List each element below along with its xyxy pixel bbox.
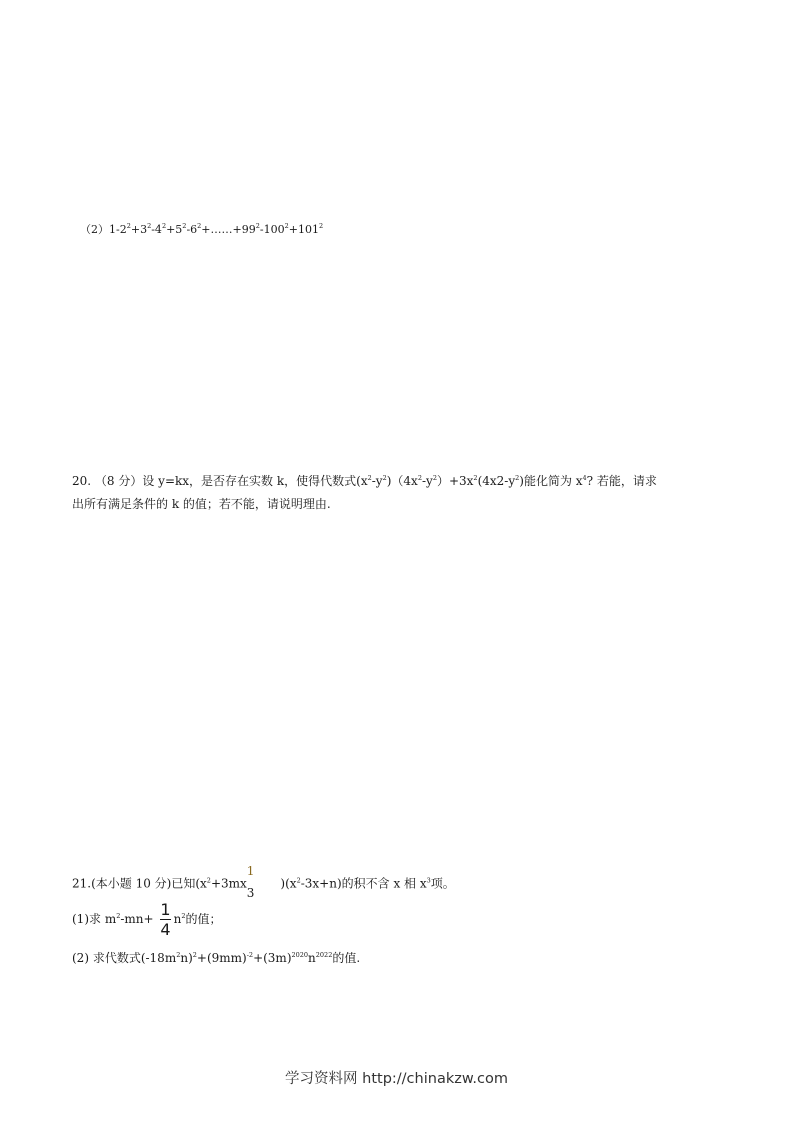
exponent: 2022 (315, 951, 333, 959)
exponent: 2 (318, 222, 324, 230)
text-run: +3mx (210, 876, 247, 891)
term: +101 (288, 223, 319, 236)
exponent: 2 (182, 222, 187, 230)
exponent: 2 (176, 951, 181, 959)
text-run: 项。 (430, 876, 455, 891)
term: +……+99 (201, 223, 256, 236)
text-run: 21.(本小题 10 分)已知(x (72, 876, 207, 891)
exponent: 2 (197, 222, 202, 230)
text-run: (1)求 m (72, 912, 117, 926)
text-run: 的值. (332, 951, 361, 965)
text-run: )能化简为 x (519, 474, 583, 488)
exponent: 2 (206, 876, 211, 885)
text-run: -y (421, 474, 433, 488)
exponent: 3 (426, 876, 431, 885)
exponent: 2 (284, 222, 289, 230)
term: -6 (186, 223, 198, 236)
exponent: 2 (126, 222, 131, 230)
part-label: （2） (80, 223, 109, 236)
exponent: 2 (192, 951, 197, 959)
denominator: 4 (160, 920, 171, 939)
text-run: 的值； (185, 912, 222, 926)
q20-line2: 出所有满足条件的 k 的值；若不能，请说明理由. (72, 497, 331, 511)
text-run: (4x2-y (477, 474, 516, 488)
q21-part2 (72, 950, 360, 966)
numerator: 1 (160, 900, 171, 919)
text-run: （8 分）设 y=kx，是否存在实数 k，使得代数式(x (94, 474, 368, 488)
term: -100 (259, 223, 285, 236)
q21-part1 (72, 896, 221, 942)
term: +3 (130, 223, 148, 236)
exponent: 2 (432, 474, 437, 482)
exponent: 2020 (291, 951, 309, 959)
exponent: 4 (582, 474, 587, 482)
text-run: -y (371, 474, 383, 488)
exponent: 2 (116, 912, 121, 920)
text-run: ）+3x (436, 474, 474, 488)
text-run: -mn+ (120, 912, 154, 926)
exponent: 2 (161, 222, 167, 230)
term: -4 (151, 223, 162, 236)
exponent: 2 (181, 912, 186, 920)
fraction-one-third (247, 860, 255, 904)
text-run: ? 若能，请求 (586, 474, 657, 488)
exponent: 2 (473, 474, 478, 482)
term: +5 (166, 223, 183, 236)
exponent: 2 (147, 222, 152, 230)
exponent: 2 (296, 876, 301, 885)
text-run: )(x (280, 876, 297, 891)
exponent: 2 (382, 474, 387, 482)
fraction-one-quarter (160, 900, 170, 939)
question-number: 20. (72, 474, 92, 488)
exponent: 2 (255, 222, 260, 230)
text-run: -3x+n)的积不含 x 相 x (300, 876, 427, 891)
term: 1-2 (109, 223, 127, 236)
text-run: +(3m) (253, 951, 292, 965)
text-run: )（4x (386, 474, 418, 488)
text-run: n) (180, 951, 193, 965)
text-run: (2) 求代数式(-18m (72, 951, 177, 965)
numerator: 1 (246, 864, 255, 878)
q19-part2-expression (80, 222, 323, 238)
exponent: 2 (417, 474, 422, 482)
text-run: +(9mm) (196, 951, 247, 965)
exponent: 2 (367, 474, 372, 482)
exponent: 2 (515, 474, 520, 482)
denominator: 3 (246, 886, 255, 900)
footer-watermark: 学习资料网 http://chinakzw.com (285, 1071, 508, 1087)
exponent: -2 (246, 951, 254, 959)
text-run: n (173, 912, 182, 926)
text-run: n (308, 951, 316, 965)
q20-line1 (72, 473, 657, 489)
